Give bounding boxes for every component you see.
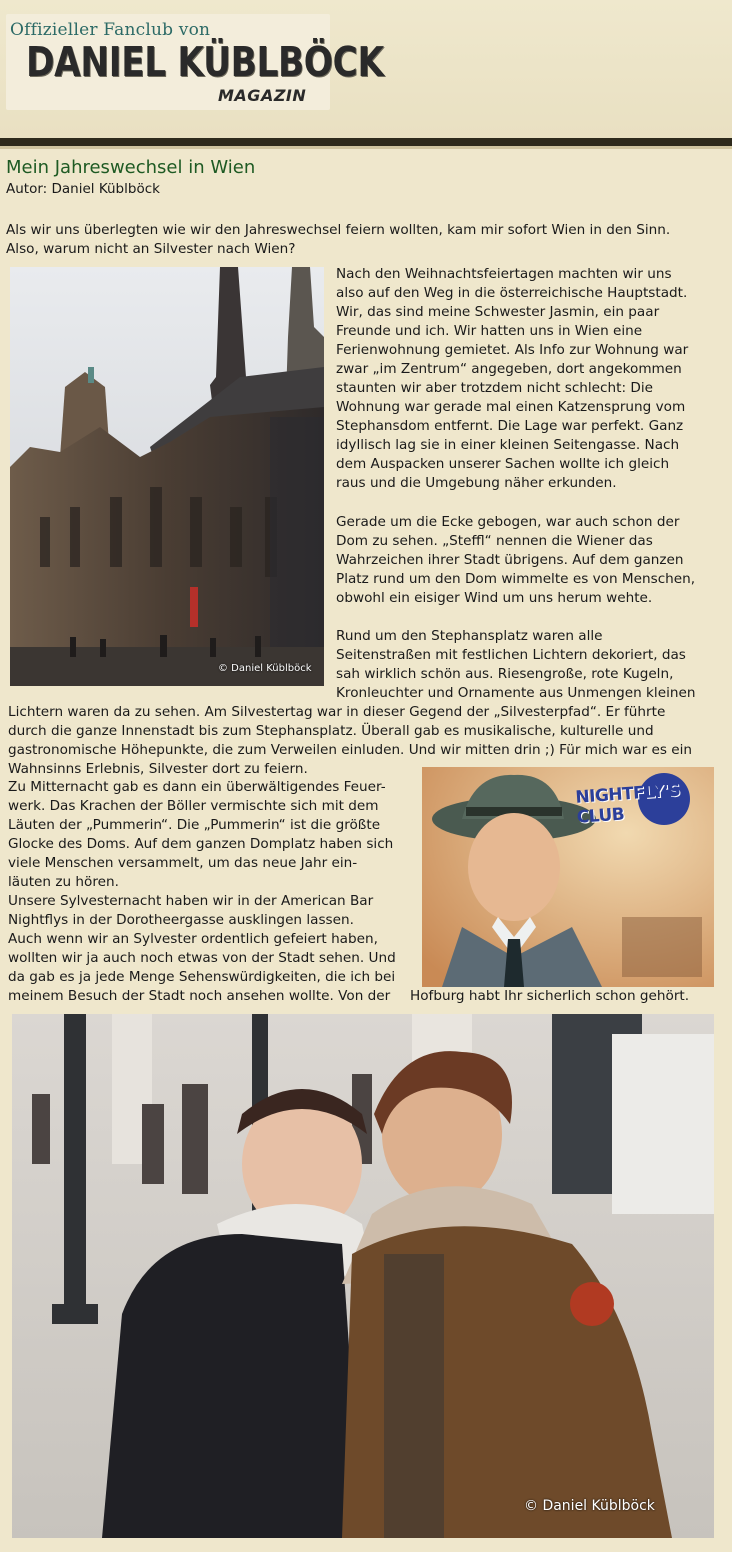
- paragraph-2: [336, 513, 728, 608]
- text-line: Wir, das sind meine Schwester Jasmin, ein paar: [336, 304, 660, 320]
- text-line: staunten wir aber trotzdem nicht schlecht: Die: [336, 380, 653, 396]
- text-line: Freunde und ich. Wir hatten uns in Wien eine: [336, 323, 643, 339]
- photo-credit: © Daniel Küblböck: [524, 1498, 655, 1514]
- text-line: viele Menschen versammelt, um das neue Jahr ein-: [8, 855, 358, 871]
- text-line: Rund um den Stephansplatz waren alle: [336, 628, 603, 644]
- logo-subtitle: MAGAZIN: [218, 86, 307, 105]
- text-line: Also, warum nicht an Silvester nach Wien?: [6, 241, 296, 257]
- logo-tagline: Offizieller Fanclub von: [10, 20, 211, 40]
- text-line: Nightflys in der Dorotheergasse ausklingen lassen.: [8, 912, 354, 928]
- paragraph-4: [8, 778, 420, 987]
- text-line: Wahnsinns Erlebnis, Silvester dort zu feiern.: [8, 761, 308, 777]
- text-line: Läuten der „Pummerin“. Die „Pummerin“ ist die größte: [8, 817, 381, 833]
- text-line: wollten wir ja auch noch etwas von der Stadt sehen. Und: [8, 950, 396, 966]
- intro-paragraph: [6, 221, 726, 259]
- paragraph-3-wrapped: [336, 627, 728, 703]
- photo-credit: © Daniel Küblböck: [218, 663, 312, 674]
- text-line: Stephansdom entfernt. Die Lage war perfekt. Ganz: [336, 418, 684, 434]
- text-line: Auch wenn wir an Sylvester ordentlich gefeiert haben,: [8, 931, 378, 947]
- header-divider-light: [0, 146, 732, 149]
- text-line: raus und die Umgebung näher erkunden.: [336, 475, 617, 491]
- text-line: dem Auspacken unserer Sachen wollte ich gleich: [336, 456, 670, 472]
- text-line: läuten zu hören.: [8, 874, 119, 890]
- text-line: Dom zu sehen. „Steffl“ nennen die Wiener das: [336, 533, 653, 549]
- text-line: Wahrzeichen ihrer Stadt übrigens. Auf dem ganzen: [336, 552, 684, 568]
- paragraph-1: [336, 265, 728, 493]
- logo-name: DANIEL KÜBLBÖCK: [26, 38, 384, 86]
- text-line: Zu Mitternacht gab es dann ein überwältigendes Feuer-: [8, 779, 386, 795]
- text-line: obwohl ein eisiger Wind um uns herum wehte.: [336, 590, 653, 606]
- text-line: Wohnung war gerade mal einen Katzensprung vom: [336, 399, 686, 415]
- header-divider: [0, 138, 732, 146]
- text-line: Platz rund um den Dom wimmelte es von Menschen,: [336, 571, 696, 587]
- text-line: zwar „im Zentrum“ angegeben, dort angekommen: [336, 361, 682, 377]
- text-line: sah wirklich schön aus. Riesengroße, rote Kugeln,: [336, 666, 674, 682]
- text-line: Glocke des Doms. Auf dem ganzen Domplatz haben sich: [8, 836, 394, 852]
- article-author: Autor: Daniel Küblböck: [6, 181, 160, 197]
- text-line: da gab es ja jede Menge Sehenswürdigkeiten, die ich bei: [8, 969, 396, 985]
- last-line-left: meinem Besuch der Stadt noch ansehen wollte. Von der: [8, 988, 391, 1004]
- text-line: Unsere Sylvesternacht haben wir in der American Bar: [8, 893, 374, 909]
- cathedral-photo: [10, 267, 324, 686]
- text-line: durch die ganze Innenstadt bis zum Stephansplatz. Überall gab es musikalische, kulturelle und: [8, 723, 654, 739]
- text-line: Kronleuchter und Ornamente aus Unmengen kleinen: [336, 685, 696, 701]
- text-line: also auf den Weg in die österreichische Hauptstadt.: [336, 285, 688, 301]
- article-title: Mein Jahreswechsel in Wien: [6, 157, 256, 178]
- nightflys-club-image: [422, 767, 714, 987]
- text-line: Ferienwohnung gemietet. Als Info zur Wohnung war: [336, 342, 689, 358]
- text-line: Seitenstraßen mit festlichen Lichtern dekoriert, das: [336, 647, 686, 663]
- text-line: Lichtern waren da zu sehen. Am Silvestertag war in dieser Gegend der „Silvesterpfad“. Er führte: [8, 704, 666, 720]
- last-line-right: Hofburg habt Ihr sicherlich schon gehört.: [410, 988, 690, 1004]
- text-line: gastronomische Höhepunkte, die zum Verweilen einluden. Und wir mitten drin ;) Für mich war es ein: [8, 742, 693, 758]
- text-line: werk. Das Krachen der Böller vermischte sich mit dem: [8, 798, 379, 814]
- text-line: idyllisch lag sie in einer kleinen Seitengasse. Nach: [336, 437, 680, 453]
- text-line: Nach den Weihnachtsfeiertagen machten wir uns: [336, 266, 672, 282]
- text-line: Als wir uns überlegten wie wir den Jahreswechsel feiern wollten, kam mir sofort Wien in den Sinn.: [6, 222, 671, 238]
- text-line: Gerade um die Ecke gebogen, war auch schon der: [336, 514, 680, 530]
- winter-portrait-photo: [12, 1014, 714, 1538]
- club-logo-text: NIGHTFLY'S CLUB: [574, 780, 681, 828]
